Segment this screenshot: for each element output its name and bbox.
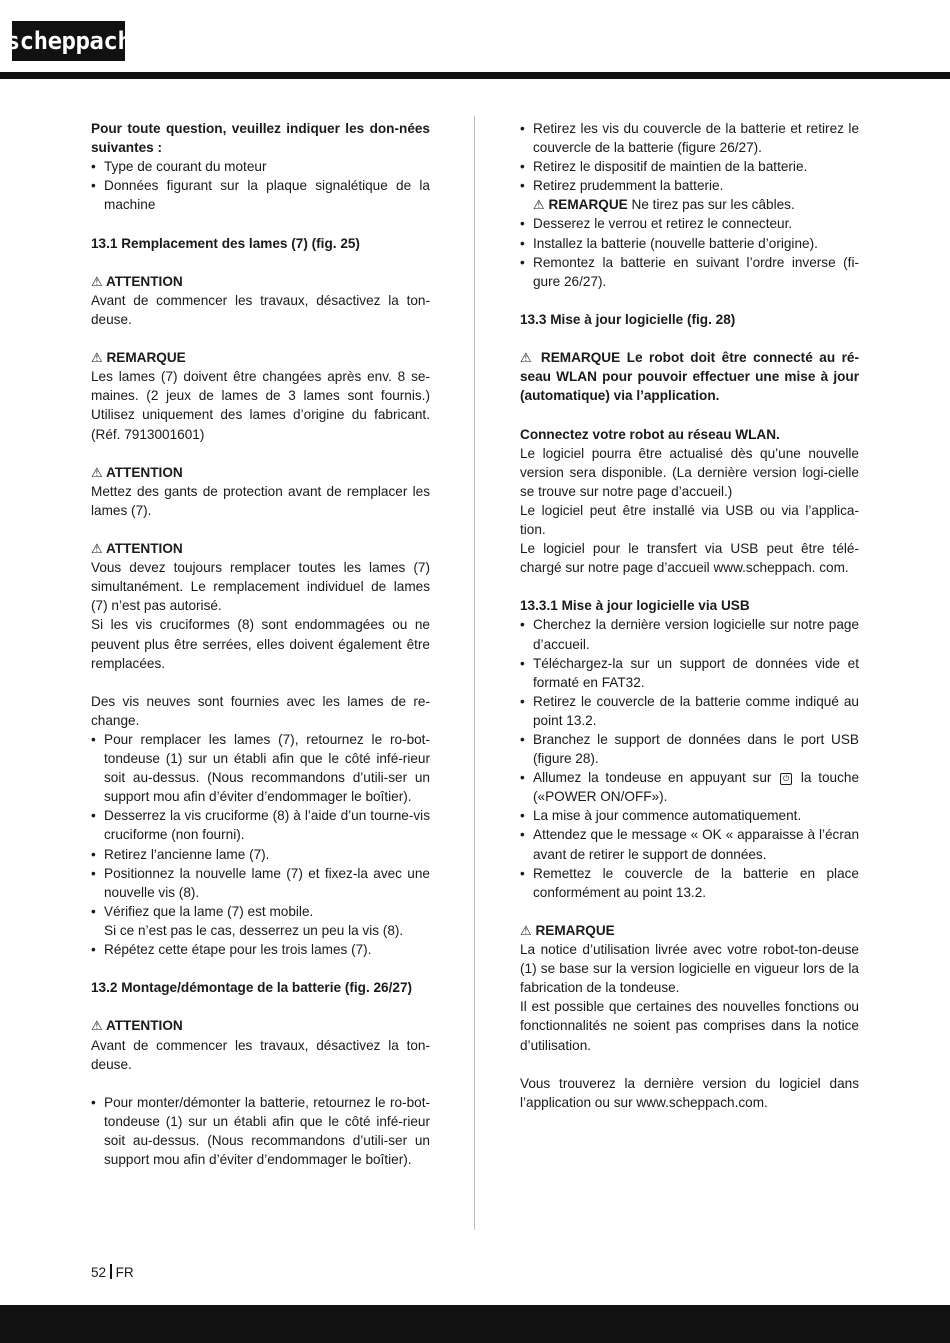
footer-bar [0, 1305, 950, 1343]
list-item: • Type de courant du moteur [91, 157, 430, 176]
list-item: • Attendez que le message « OK « apparaisse à l’écran avant de retirer le support de données. [520, 825, 859, 863]
remark-heading: ⚠ REMARQUE [520, 922, 615, 938]
list-item: • Retirez le couvercle de la batterie comme indiqué au point 13.2. [520, 692, 859, 730]
list-item: • La mise à jour commence automatiquement. [520, 806, 859, 825]
usb-steps-list [520, 615, 859, 901]
list-item: • Vérifiez que la lame (7) est mobile. [91, 902, 430, 921]
paragraph: Le logiciel pourra être actualisé dès qu’une nouvelle version sera disponible. (La dernière version logi-cielle se trouve sur notre page d’accueil.) [520, 445, 859, 499]
section-heading-13-3-1: 13.3.1 Mise à jour logicielle via USB [520, 598, 750, 614]
brand-logo: scheppach [12, 21, 125, 61]
footer-separator [110, 1264, 112, 1279]
page-number: 52 [91, 1265, 107, 1280]
warning-icon: ⚠ [91, 464, 103, 480]
wlan-heading: Connectez votre robot au réseau WLAN. [520, 426, 780, 442]
battery-steps-list-b [520, 214, 859, 290]
attention-text: Avant de commencer les travaux, désactivez la ton-deuse. [91, 1037, 430, 1072]
list-item: • Desserez le verrou et retirez le connecteur. [520, 214, 859, 233]
list-item: • Retirez les vis du couvercle de la batterie et retirez le couvercle de la batterie (figure 26/27). [520, 119, 859, 157]
list-item: • Allumez la tondeuse en appuyant sur ⏻ la touche («POWER ON/OFF»). [520, 768, 859, 806]
list-item: • Cherchez la dernière version logicielle sur notre page d’accueil. [520, 615, 859, 653]
list-item-subtext: Si ce n’est pas le cas, desserrez un peu la vis (8). [104, 922, 404, 938]
battery-steps-list [91, 1093, 430, 1169]
list-item: • Téléchargez-la sur un support de données vide et formaté en FAT32. [520, 654, 859, 692]
attention-heading: ⚠ ATTENTION [91, 464, 183, 480]
list-item: • Répétez cette étape pour les trois lames (7). [91, 940, 430, 959]
warning-icon: ⚠ [91, 273, 103, 289]
paragraph: Le logiciel pour le transfert via USB peut être télé-chargé sur notre page d’accueil www.scheppach. com. [520, 541, 859, 576]
paragraph: Des vis neuves sont fournies avec les lames de re-change. [91, 693, 430, 728]
warning-icon: ⚠ [533, 197, 545, 213]
warning-icon: ⚠ [520, 350, 535, 366]
list-item: • Positionnez la nouvelle lame (7) et fixez-la avec une nouvelle vis (8). [91, 864, 430, 902]
remark-text: La notice d’utilisation livrée avec votre robot-ton-deuse (1) se base sur la version logicielle en vigueur lors de la fabrication de la tondeuse. [520, 942, 859, 996]
warning-icon: ⚠ [91, 350, 103, 366]
attention-heading: ⚠ ATTENTION [91, 1018, 183, 1034]
blade-steps-list-end [91, 940, 430, 959]
paragraph: Le logiciel peut être installé via USB ou via l’applica-tion. [520, 502, 859, 537]
list-item: • Retirez l’ancienne lame (7). [91, 845, 430, 864]
warning-icon: ⚠ [520, 922, 532, 938]
intro-list [91, 157, 430, 214]
battery-steps-list-continued [520, 119, 859, 195]
attention-text: Vous devez toujours remplacer toutes les lames (7) simultanément. Le remplacement individuel de lames (7) n’est pas autorisé. [91, 560, 430, 614]
paragraph: Vous trouverez la dernière version du logiciel dans l’application ou sur www.scheppach.com. [520, 1075, 859, 1110]
list-item: • Données figurant sur la plaque signalétique de la machine [91, 176, 430, 214]
remark-text: Il est possible que certaines des nouvelles fonctions ou fonctionnalités ne soient pas comprises dans la notice d’utilisation. [520, 999, 859, 1053]
remark-heading: ⚠ REMARQUE [91, 350, 186, 366]
list-item: • Installez la batterie (nouvelle batterie d’origine). [520, 234, 859, 253]
header-bar [0, 72, 950, 79]
section-heading-13-1: 13.1 Remplacement des lames (7) (fig. 25) [91, 235, 360, 251]
column-divider [474, 116, 475, 1230]
list-item: • Pour remplacer les lames (7), retournez le ro-bot-tondeuse (1) sur un établi afin que le côté infé-rieur soit au-dessus. (Nous recommandons d’utili-ser un support mou afin d’éviter d’endommager le boîtier). [91, 730, 430, 806]
remark-paragraph: ⚠ REMARQUE Le robot doit être connecté au ré-seau WLAN pour pouvoir effectuer une mise à jour (automatique) via l’application. [520, 350, 859, 404]
attention-heading: ⚠ ATTENTION [91, 541, 183, 557]
list-item: • Retirez prudemment la batterie. [520, 176, 859, 195]
list-item: • Pour monter/démonter la batterie, retournez le ro-bot-tondeuse (1) sur un établi afin que le côté infé-rieur soit au-dessus. (Nous recommandons d’utili-ser un support mou afin d’éviter d’endommager le boîtier). [91, 1093, 430, 1169]
list-item: • Remettez le couvercle de la batterie en place conformément au point 13.2. [520, 864, 859, 902]
attention-text: Avant de commencer les travaux, désactivez la ton-deuse. [91, 292, 430, 327]
section-heading-13-3: 13.3 Mise à jour logicielle (fig. 28) [520, 311, 736, 327]
language-code: FR [115, 1265, 134, 1280]
list-item: • Desserrez la vis cruciforme (8) à l’aide d’un tourne-vis cruciforme (non fourni). [91, 806, 430, 844]
intro-heading: Pour toute question, veuillez indiquer les don-nées suivantes : [91, 121, 430, 156]
section-heading-13-2: 13.2 Montage/démontage de la batterie (fig. 26/27) [91, 980, 413, 996]
power-icon: ⏻ [780, 773, 792, 785]
blade-steps-list [91, 730, 430, 921]
warning-icon: ⚠ [91, 541, 103, 557]
battery-remark: ⚠ REMARQUE Ne tirez pas sur les câbles. [533, 197, 795, 213]
right-column [520, 119, 859, 1112]
attention-text: Mettez des gants de protection avant de remplacer les lames (7). [91, 483, 430, 518]
attention-heading: ⚠ ATTENTION [91, 273, 183, 289]
remark-text: Les lames (7) doivent être changées après env. 8 se-maines. (2 jeux de lames de 3 lames sont fournis.) Utilisez uniquement des lames d’origine du fabricant. (Réf. 7913001601) [91, 369, 430, 442]
list-item: • Retirez le dispositif de maintien de la batterie. [520, 157, 859, 176]
left-column [91, 119, 430, 1169]
attention-text: Si les vis cruciformes (8) sont endommagées ou ne peuvent plus être serrées, elles doivent également être remplacées. [91, 617, 430, 671]
warning-icon: ⚠ [91, 1018, 103, 1034]
list-item: • Remontez la batterie en suivant l’ordre inverse (fi-gure 26/27). [520, 253, 859, 291]
page-footer [91, 1264, 134, 1282]
list-item: • Branchez le support de données dans le port USB (figure 28). [520, 730, 859, 768]
